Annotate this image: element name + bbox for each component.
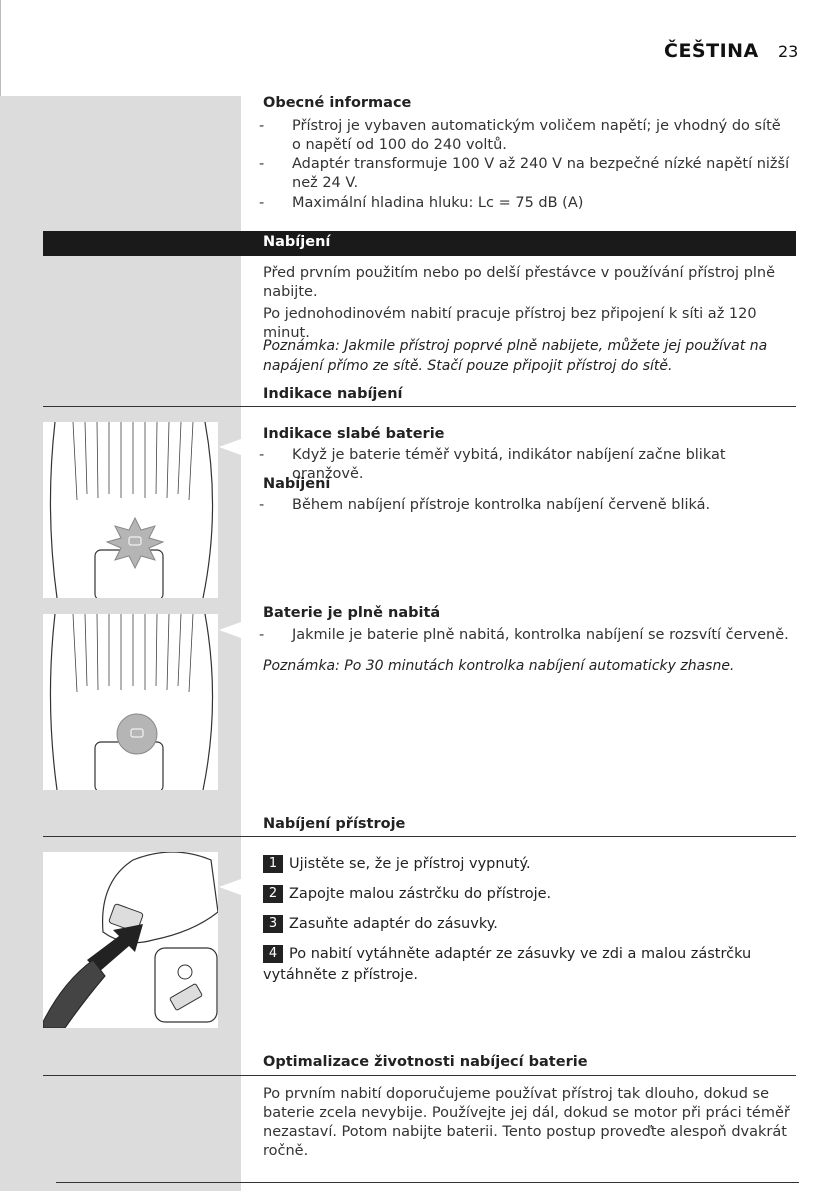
general-heading: Obecné informace bbox=[263, 95, 412, 111]
full-text: Jakmile je baterie plně nabitá, kontrolka nabíjení se rozsvítí červeně. bbox=[292, 627, 789, 643]
bullet-dash: - bbox=[259, 627, 265, 643]
charging-note: Poznámka: Jakmile přístroj poprvé plně nabijete, můžete jej používat na napájení přímo ze sítě. Stačí pouze připojit přístroj do sítě. bbox=[263, 338, 768, 374]
low-battery-heading: Indikace slabé baterie bbox=[263, 426, 445, 442]
charging-bullet bbox=[259, 496, 792, 515]
trimmer-blinking-icon bbox=[43, 422, 218, 598]
general-bullet-2 bbox=[259, 155, 792, 193]
charging-appliance-heading: Nabíjení přístroje bbox=[263, 816, 406, 832]
general-bullet-2-text: Adaptér transformuje 100 V až 240 V na bezpečné nízké napětí nižší než 24 V. bbox=[292, 156, 790, 191]
callout-pointer bbox=[219, 439, 241, 455]
full-note: Poznámka: Po 30 minutách kontrolka nabíjení automaticky zhasne. bbox=[263, 658, 735, 674]
callout-pointer bbox=[219, 879, 241, 895]
divider bbox=[43, 406, 796, 407]
general-bullet-3 bbox=[259, 194, 792, 213]
battery-life-text: Po prvním nabití doporučujeme používat přístroj tak dlouho, dokud se baterie zcela nevybije. Používejte jej dál, dokud se motor při práci téměř nezastaví. Potom nabijte baterii. Tento postup proveďte alespoň dvakrát ročně. bbox=[263, 1086, 790, 1159]
plug-insert-icon bbox=[43, 852, 218, 1028]
footer-rule bbox=[56, 1182, 799, 1183]
step-number: 3 bbox=[263, 915, 283, 933]
step-text: Zasuňte adaptér do zásuvky. bbox=[289, 916, 498, 932]
bullet-dash: - bbox=[259, 118, 265, 134]
general-bullet-1-text: Přístroj je vybaven automatickým voličem napětí; je vhodný do sítě o napětí od 100 do 240 voltů. bbox=[292, 118, 781, 153]
page-number: 23 bbox=[778, 42, 799, 61]
step-text: Po nabití vytáhněte adaptér ze zásuvky ve zdi a malou zástrčku vytáhněte z přístroje. bbox=[263, 946, 752, 983]
bullet-dash: - bbox=[259, 447, 265, 463]
low-battery-text: Když je baterie téměř vybitá, indikátor nabíjení začne blikat oranžově. bbox=[292, 447, 726, 482]
full-bullet bbox=[259, 626, 792, 645]
divider bbox=[43, 836, 796, 837]
step-1 bbox=[263, 854, 531, 875]
step-number: 1 bbox=[263, 855, 283, 873]
step-2 bbox=[263, 884, 551, 905]
step-number: 2 bbox=[263, 885, 283, 903]
callout-pointer bbox=[219, 622, 241, 638]
appliance-full-illustration bbox=[43, 614, 218, 790]
charging-intro-1: Před prvním použitím nebo po delší přestávce v používání přístroj plně nabijte. bbox=[263, 265, 776, 300]
divider bbox=[43, 1075, 796, 1076]
general-bullet-3-text: Maximální hladina hluku: Lc = 75 dB (A) bbox=[292, 195, 584, 211]
step-text: Zapojte malou zástrčku do přístroje. bbox=[289, 886, 552, 902]
bullet-dash: - bbox=[259, 156, 265, 172]
bullet-dash: - bbox=[259, 195, 265, 211]
step-4 bbox=[263, 944, 763, 986]
charging-intro-2: Po jednohodinovém nabití pracuje přístroj bez připojení k síti až 120 minut. bbox=[263, 306, 757, 341]
charging-text: Během nabíjení přístroje kontrolka nabíjení červeně bliká. bbox=[292, 497, 711, 513]
plug-illustration bbox=[43, 852, 218, 1028]
appliance-blinking-illustration bbox=[43, 422, 218, 598]
language-title: ČEŠTINA bbox=[664, 40, 759, 62]
step-3 bbox=[263, 914, 498, 935]
charging-heading: Nabíjení bbox=[263, 476, 331, 492]
step-text: Ujistěte se, že je přístroj vypnutý. bbox=[289, 856, 531, 872]
battery-life-heading: Optimalizace životnosti nabíjecí baterie bbox=[263, 1054, 588, 1070]
low-battery-bullet bbox=[259, 446, 792, 484]
bullet-dash: - bbox=[259, 497, 265, 513]
section-title: Nabíjení bbox=[263, 234, 331, 250]
indication-heading: Indikace nabíjení bbox=[263, 386, 403, 402]
general-bullet-1 bbox=[259, 117, 792, 155]
trimmer-full-icon bbox=[43, 614, 218, 790]
step-number: 4 bbox=[263, 945, 283, 963]
section-bar-charging bbox=[43, 231, 796, 256]
page-corner-line bbox=[0, 0, 1, 96]
full-heading: Baterie je plně nabitá bbox=[263, 605, 441, 621]
